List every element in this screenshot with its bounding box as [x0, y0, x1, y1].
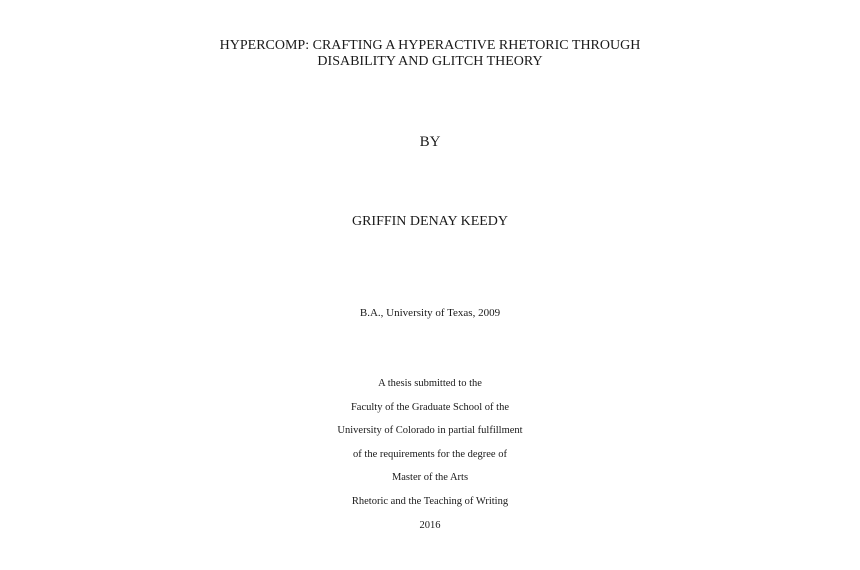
submission-statement [0, 377, 860, 542]
thesis-title [0, 38, 860, 70]
submission-year: 2016 [419, 519, 441, 531]
statement-line-4: of the requirements for the degree of [353, 448, 507, 460]
statement-line-2: Faculty of the Graduate School of the [350, 401, 510, 413]
thesis-title-line-1: HYPERCOMP: CRAFTING A HYPERACTIVE RHETORIC THROUGH [219, 38, 641, 53]
program-name: Rhetoric and the Teaching of Writing [351, 495, 509, 507]
statement-line-1: A thesis submitted to the [378, 378, 482, 389]
degree-name: Master of the Arts [391, 472, 469, 484]
thesis-title-line-2: DISABILITY AND GLITCH THEORY [317, 54, 543, 69]
author-name: GRIFFIN DENAY KEEDY [351, 214, 509, 229]
by-label: BY [419, 134, 441, 150]
prior-degree: B.A., University of Texas, 2009 [359, 307, 501, 319]
statement-line-3: University of Colorado in partial fulfillment [337, 425, 523, 437]
